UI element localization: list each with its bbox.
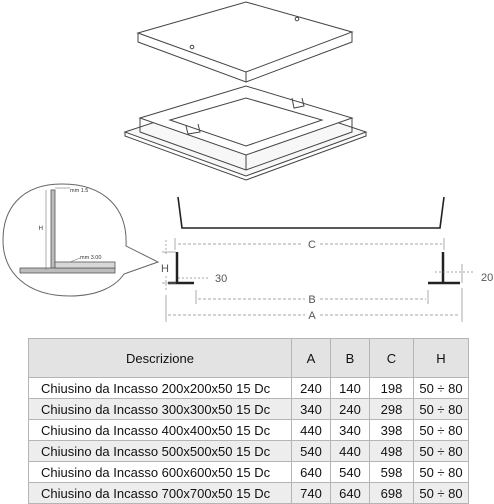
table-row <box>29 441 469 462</box>
cell-a: 240 <box>292 378 331 399</box>
cell-b: 440 <box>331 441 370 462</box>
cell-h: 50 ÷ 80 <box>414 399 469 420</box>
frame-drawing <box>125 86 366 180</box>
cell-b: 240 <box>331 399 370 420</box>
table-row <box>29 378 469 399</box>
table-row <box>29 420 469 441</box>
cell-description: Chiusino da Incasso 700x700x50 15 Dc <box>29 483 292 504</box>
cell-h: 50 ÷ 80 <box>414 378 469 399</box>
dimension-a-label: A <box>308 310 316 322</box>
cell-description: Chiusino da Incasso 500x500x50 15 Dc <box>29 441 292 462</box>
table-row <box>29 483 469 504</box>
thickness-top-label: mm 1.5 <box>70 188 89 194</box>
dimensions-table <box>28 338 469 504</box>
right-offset-label: 20 <box>481 272 494 284</box>
left-offset-label: 30 <box>215 273 228 285</box>
cell-h: 50 ÷ 80 <box>414 462 469 483</box>
cell-description: Chiusino da Incasso 200x200x50 15 Dc <box>29 378 292 399</box>
section-drawing <box>161 197 493 322</box>
cell-description: Chiusino da Incasso 400x400x50 15 Dc <box>29 420 292 441</box>
cell-h: 50 ÷ 80 <box>414 483 469 504</box>
cell-description: Chiusino da Incasso 600x600x50 15 Dc <box>29 462 292 483</box>
cell-c: 398 <box>370 420 414 441</box>
cell-h: 50 ÷ 80 <box>414 420 469 441</box>
cell-c: 498 <box>370 441 414 462</box>
cell-a: 340 <box>292 399 331 420</box>
cell-a: 440 <box>292 420 331 441</box>
cell-b: 640 <box>331 483 370 504</box>
thickness-bottom-label: mm 3.00 <box>80 255 102 261</box>
dimension-h-label: H <box>161 263 169 275</box>
dimension-c-label: C <box>308 239 316 251</box>
cover-lid-drawing <box>138 2 352 82</box>
header-c: C <box>370 339 414 378</box>
table-row <box>29 462 469 483</box>
header-a: A <box>292 339 331 378</box>
cell-c: 598 <box>370 462 414 483</box>
cell-b: 540 <box>331 462 370 483</box>
height-label: H <box>38 226 43 232</box>
table-row <box>29 399 469 420</box>
cell-a: 640 <box>292 462 331 483</box>
header-b: B <box>331 339 370 378</box>
cell-description: Chiusino da Incasso 300x300x50 15 Dc <box>29 399 292 420</box>
table-header-row <box>29 339 469 378</box>
cell-c: 198 <box>370 378 414 399</box>
cell-a: 540 <box>292 441 331 462</box>
cell-a: 740 <box>292 483 331 504</box>
section-detail-callout <box>3 184 158 296</box>
header-description: Descrizione <box>29 339 292 378</box>
cell-c: 698 <box>370 483 414 504</box>
cell-c: 298 <box>370 399 414 420</box>
cell-b: 140 <box>331 378 370 399</box>
header-h: H <box>414 339 469 378</box>
cell-b: 340 <box>331 420 370 441</box>
cell-h: 50 ÷ 80 <box>414 441 469 462</box>
dimension-b-label: B <box>308 294 316 306</box>
